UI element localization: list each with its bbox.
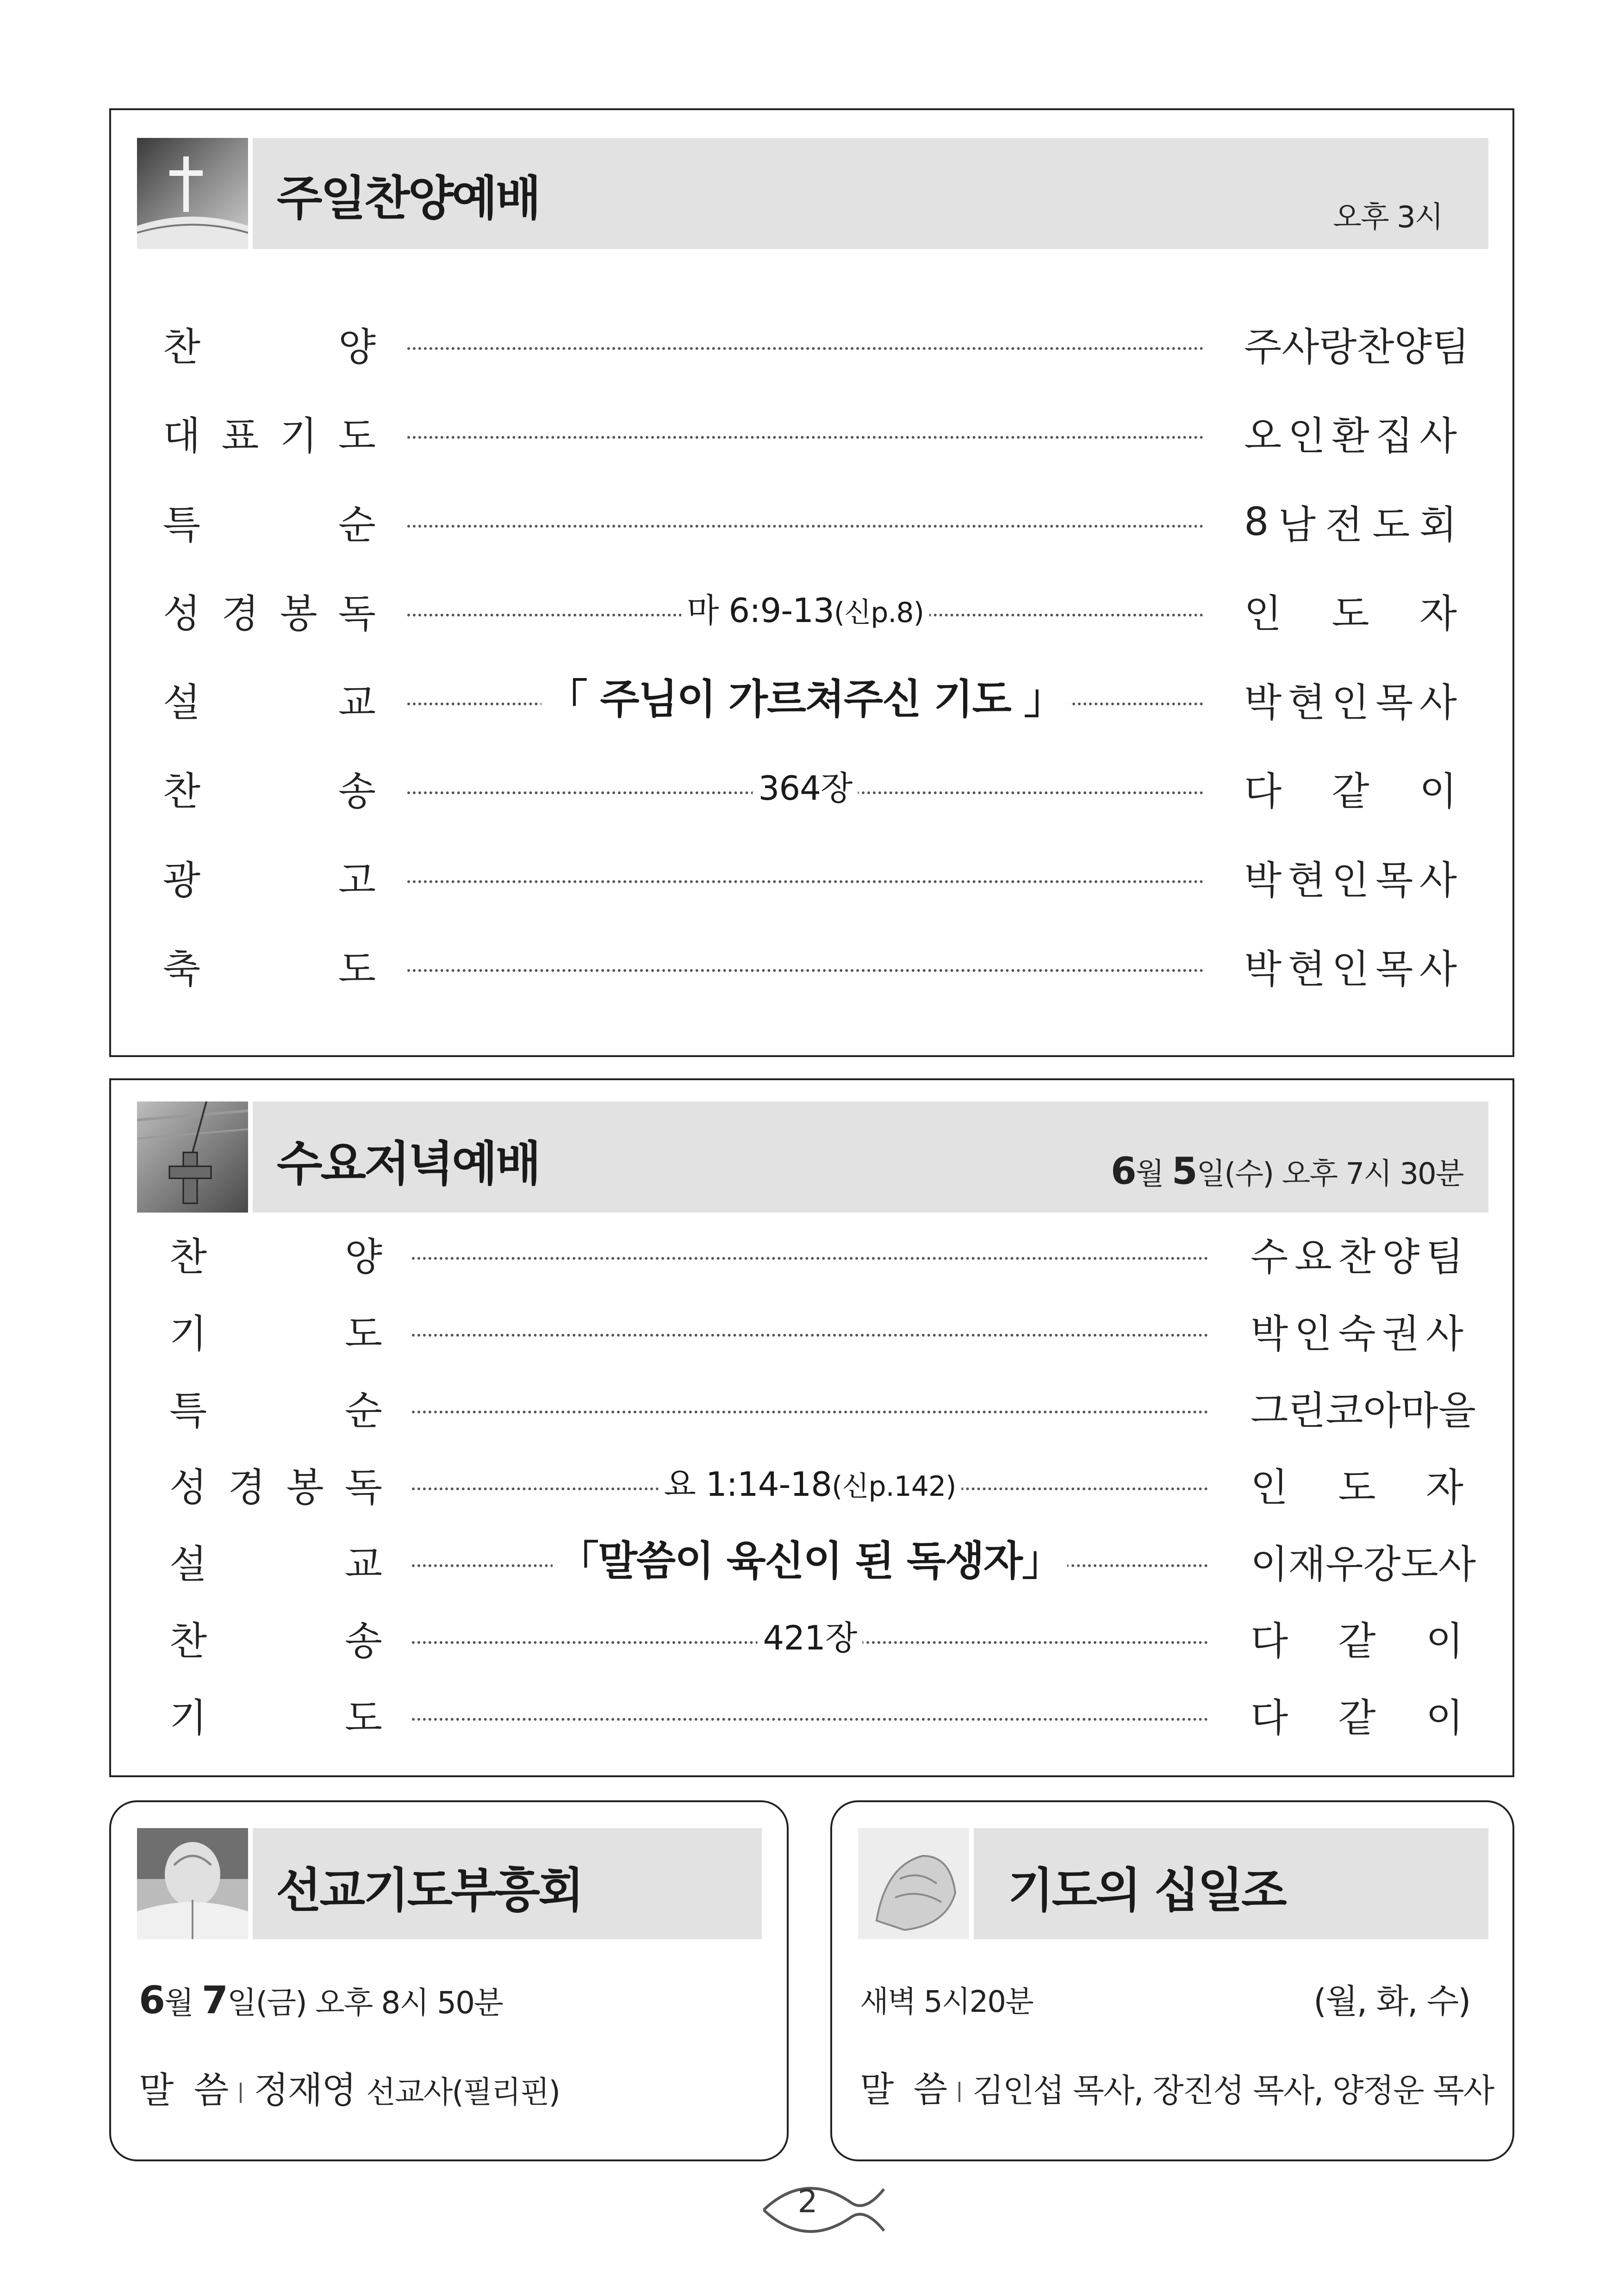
person-char: 도 bbox=[1338, 1464, 1376, 1510]
mission-title: 선교기도부흥회 bbox=[276, 1863, 582, 1918]
person-char: 목 bbox=[1375, 857, 1413, 903]
mission-speaker-line bbox=[139, 2061, 560, 2113]
person-char: 양 bbox=[1382, 1234, 1420, 1280]
person-char: 사 bbox=[1419, 857, 1457, 903]
wednesday-row-person bbox=[1251, 1382, 1476, 1433]
sunday-row bbox=[111, 496, 1512, 547]
wednesday-row bbox=[111, 1382, 1512, 1433]
sunday-row-label bbox=[163, 318, 376, 369]
label-char: 표 bbox=[221, 413, 259, 459]
detail-text: 마 6:9-13 bbox=[686, 591, 834, 630]
separator bbox=[958, 2082, 960, 2102]
person-char: 전 bbox=[1325, 502, 1363, 548]
dotted-leader bbox=[407, 969, 1203, 972]
wednesday-row-label bbox=[169, 1228, 382, 1279]
detail-page-ref: (신p.8) bbox=[834, 597, 924, 629]
sunday-row bbox=[111, 852, 1512, 902]
person-char: 이재우강도사 bbox=[1251, 1541, 1476, 1587]
mission-speaker-role: 선교사(필리핀) bbox=[366, 2074, 560, 2110]
label-char: 순 bbox=[344, 1388, 382, 1433]
wednesday-time bbox=[1111, 1150, 1463, 1193]
wednesday-day: 5 bbox=[1171, 1150, 1197, 1193]
person-char: 인 bbox=[1332, 946, 1369, 992]
sunday-row bbox=[111, 940, 1512, 991]
label-char: 축 bbox=[163, 946, 201, 992]
sunday-row-person bbox=[1244, 763, 1457, 814]
wednesday-row-label bbox=[169, 1689, 382, 1740]
mission-word-label: 말 씀 bbox=[139, 2070, 228, 2111]
person-char: 현 bbox=[1288, 946, 1326, 992]
label-char: 대 bbox=[163, 413, 201, 459]
wednesday-row-person bbox=[1251, 1689, 1463, 1740]
wednesday-row bbox=[111, 1459, 1512, 1510]
person-char: 집 bbox=[1375, 413, 1413, 459]
sunday-row-detail bbox=[541, 674, 1070, 725]
tithe-days: (월, 화, 수) bbox=[1313, 1982, 1470, 2021]
person-char: 다 bbox=[1251, 1618, 1288, 1664]
label-char: 찬 bbox=[163, 324, 201, 370]
wednesday-row bbox=[111, 1305, 1512, 1356]
label-char: 광 bbox=[163, 857, 201, 903]
sunday-row-label bbox=[163, 940, 376, 991]
wednesday-row-person bbox=[1251, 1228, 1463, 1279]
person-char: 수 bbox=[1251, 1234, 1288, 1280]
wednesday-row-label bbox=[169, 1459, 382, 1510]
person-char: 이 bbox=[1419, 768, 1457, 814]
person-char: 같 bbox=[1338, 1695, 1376, 1741]
label-char: 교 bbox=[344, 1541, 382, 1587]
person-char: 숙 bbox=[1338, 1311, 1376, 1356]
person-char: 도 bbox=[1332, 591, 1369, 636]
label-char: 독 bbox=[338, 591, 376, 636]
person-char: 인 bbox=[1294, 1311, 1332, 1356]
sunday-service-box bbox=[109, 108, 1514, 1057]
wooden-cross-photo bbox=[137, 1101, 248, 1213]
sunday-row-person bbox=[1244, 940, 1457, 991]
label-char: 기 bbox=[169, 1311, 207, 1356]
sunday-row-person bbox=[1244, 585, 1457, 636]
person-char: 인 bbox=[1288, 413, 1326, 459]
label-char: 성 bbox=[163, 591, 201, 636]
person-char: 찬 bbox=[1338, 1234, 1376, 1280]
label-char: 순 bbox=[338, 502, 376, 548]
wednesday-service-box bbox=[109, 1078, 1514, 1777]
page-footer bbox=[759, 2175, 889, 2245]
sunday-row-label bbox=[163, 674, 376, 725]
detail-text: 「말씀이 육신이 된 독생자」 bbox=[558, 1537, 1062, 1585]
person-char: 다 bbox=[1244, 768, 1282, 814]
label-char: 특 bbox=[169, 1388, 207, 1433]
sunday-row bbox=[111, 585, 1512, 636]
separator bbox=[240, 2083, 242, 2103]
tithe-time: 새벽 5시20분 bbox=[860, 1985, 1033, 2019]
label-char: 도 bbox=[338, 946, 376, 992]
person-char: 요 bbox=[1294, 1234, 1332, 1280]
detail-text: 364장 bbox=[758, 769, 853, 808]
tithe-speaker-line bbox=[860, 2061, 1494, 2112]
label-char: 송 bbox=[344, 1618, 382, 1664]
wednesday-row-label bbox=[169, 1382, 382, 1433]
dotted-leader bbox=[412, 1334, 1208, 1337]
label-char: 기 bbox=[280, 413, 317, 459]
wednesday-row bbox=[111, 1536, 1512, 1587]
person-char: 주사랑찬양팀 bbox=[1244, 324, 1469, 370]
sunday-row-detail bbox=[681, 585, 929, 636]
person-char: 인 bbox=[1251, 1464, 1288, 1510]
page-number: 2 bbox=[797, 2184, 818, 2220]
person-char: 박 bbox=[1251, 1311, 1288, 1356]
person-char: 이 bbox=[1425, 1618, 1463, 1664]
label-char: 봉 bbox=[280, 591, 317, 636]
wednesday-row-detail bbox=[553, 1536, 1067, 1587]
dotted-leader bbox=[412, 1718, 1208, 1721]
wednesday-row-person bbox=[1251, 1459, 1463, 1510]
person-char: 회 bbox=[1419, 502, 1457, 548]
wednesday-row-label bbox=[169, 1612, 382, 1663]
person-char: 자 bbox=[1419, 591, 1457, 636]
wednesday-month: 6 bbox=[1111, 1150, 1136, 1193]
person-char: 남 bbox=[1278, 502, 1316, 548]
wednesday-row-detail bbox=[758, 1612, 863, 1663]
label-char: 고 bbox=[338, 857, 376, 903]
mission-month-unit: 월 bbox=[164, 1985, 193, 2021]
sunday-row-person bbox=[1244, 496, 1457, 547]
label-char: 양 bbox=[344, 1234, 382, 1280]
person-char: 목 bbox=[1375, 946, 1413, 992]
sunday-row-label bbox=[163, 852, 376, 902]
person-char: 현 bbox=[1288, 857, 1326, 903]
person-char: 권 bbox=[1382, 1311, 1420, 1356]
cross-bible-photo bbox=[137, 138, 248, 249]
dotted-leader bbox=[407, 436, 1203, 439]
mission-revival-box bbox=[109, 1800, 789, 2161]
tithe-title: 기도의 십일조 bbox=[1008, 1863, 1285, 1918]
label-char: 설 bbox=[163, 679, 201, 725]
label-char: 찬 bbox=[169, 1618, 207, 1664]
mission-speaker: 정재영 bbox=[254, 2070, 356, 2111]
dotted-leader bbox=[412, 1411, 1208, 1413]
wednesday-row-person bbox=[1251, 1536, 1476, 1587]
person-char: 팀 bbox=[1425, 1234, 1463, 1280]
person-char: 목 bbox=[1375, 679, 1413, 725]
label-char: 찬 bbox=[163, 768, 201, 814]
label-char: 도 bbox=[338, 413, 376, 459]
sunday-row-person bbox=[1244, 407, 1457, 458]
label-char: 양 bbox=[338, 324, 376, 370]
label-char: 도 bbox=[344, 1311, 382, 1356]
sunday-title: 주일찬양예배 bbox=[277, 171, 540, 226]
wednesday-row-person bbox=[1251, 1305, 1463, 1356]
label-char: 교 bbox=[338, 679, 376, 725]
mission-month: 6 bbox=[139, 1979, 165, 2022]
person-char: 인 bbox=[1332, 857, 1369, 903]
person-char: 같 bbox=[1332, 768, 1369, 814]
wednesday-row-label bbox=[169, 1536, 382, 1587]
label-char: 도 bbox=[344, 1695, 382, 1741]
label-char: 기 bbox=[169, 1695, 207, 1741]
label-char: 성 bbox=[169, 1464, 207, 1510]
person-char: 같 bbox=[1338, 1618, 1376, 1664]
wednesday-row bbox=[111, 1689, 1512, 1740]
wednesday-row-label bbox=[169, 1305, 382, 1356]
person-char: 자 bbox=[1425, 1464, 1463, 1510]
wednesday-row-person bbox=[1251, 1612, 1463, 1663]
person-char: 박 bbox=[1244, 857, 1282, 903]
detail-page-ref: (신p.142) bbox=[832, 1470, 956, 1503]
mission-day: 7 bbox=[201, 1979, 227, 2022]
wednesday-date-rest: 일(수) 오후 7시 30분 bbox=[1196, 1157, 1463, 1191]
sunday-row-label bbox=[163, 763, 376, 814]
person-char: 사 bbox=[1419, 946, 1457, 992]
person-char: 현 bbox=[1288, 679, 1326, 725]
sunday-row-person bbox=[1244, 674, 1457, 725]
wednesday-row bbox=[111, 1612, 1512, 1663]
person-char: 인 bbox=[1244, 591, 1282, 636]
person-char: 도 bbox=[1372, 502, 1410, 548]
person-char: 사 bbox=[1419, 679, 1457, 725]
tithe-speakers: 김인섭 목사, 장진성 목사, 양정운 목사 bbox=[972, 2072, 1494, 2109]
folded-hands-photo bbox=[858, 1828, 969, 1939]
person-char: 인 bbox=[1332, 679, 1369, 725]
sunday-row-label bbox=[163, 407, 376, 458]
sunday-row-person bbox=[1244, 852, 1457, 902]
person-char: 박 bbox=[1244, 679, 1282, 725]
wednesday-title: 수요저녁예배 bbox=[277, 1137, 540, 1192]
sunday-row-detail bbox=[753, 763, 858, 814]
dotted-leader bbox=[407, 880, 1203, 883]
tithe-word-label: 말 씀 bbox=[860, 2069, 947, 2110]
sunday-row bbox=[111, 674, 1512, 725]
praying-hands-bible-photo bbox=[137, 1828, 248, 1939]
person-char: 8 bbox=[1244, 499, 1269, 544]
sunday-time: 오후 3시 bbox=[1333, 200, 1443, 235]
label-char: 송 bbox=[338, 768, 376, 814]
detail-text: 421장 bbox=[763, 1618, 857, 1657]
sunday-row-label bbox=[163, 496, 376, 547]
label-char: 독 bbox=[344, 1464, 382, 1510]
person-char: 사 bbox=[1419, 413, 1457, 459]
detail-text: 「 주님이 가르쳐주신 기도 」 bbox=[547, 675, 1064, 723]
person-char: 박 bbox=[1244, 946, 1282, 992]
person-char: 이 bbox=[1425, 1695, 1463, 1741]
label-char: 봉 bbox=[286, 1464, 324, 1510]
label-char: 특 bbox=[163, 502, 201, 548]
sunday-row-label bbox=[163, 585, 376, 636]
wednesday-month-unit: 월 bbox=[1135, 1157, 1164, 1191]
prayer-tithe-box bbox=[830, 1800, 1514, 2161]
sunday-row bbox=[111, 318, 1512, 369]
mission-date bbox=[139, 1978, 503, 2022]
sunday-row bbox=[111, 407, 1512, 458]
sunday-row-person bbox=[1244, 318, 1469, 370]
person-char: 사 bbox=[1425, 1311, 1463, 1356]
person-char: 환 bbox=[1332, 413, 1369, 459]
person-char: 오 bbox=[1244, 413, 1282, 459]
person-char: 그린코아마을 bbox=[1251, 1388, 1476, 1433]
detail-text: 요 1:14-18 bbox=[664, 1465, 832, 1504]
dotted-leader bbox=[412, 1257, 1208, 1260]
mission-date-rest: 일(금) 오후 8시 50분 bbox=[227, 1985, 503, 2021]
label-char: 경 bbox=[228, 1464, 266, 1510]
label-char: 경 bbox=[221, 591, 259, 636]
dotted-leader bbox=[407, 347, 1203, 350]
label-char: 설 bbox=[169, 1541, 207, 1587]
wednesday-row-detail bbox=[658, 1459, 961, 1510]
wednesday-row bbox=[111, 1228, 1512, 1279]
sunday-row bbox=[111, 763, 1512, 814]
person-char: 다 bbox=[1251, 1695, 1288, 1741]
dotted-leader bbox=[407, 525, 1203, 528]
label-char: 찬 bbox=[169, 1234, 207, 1280]
